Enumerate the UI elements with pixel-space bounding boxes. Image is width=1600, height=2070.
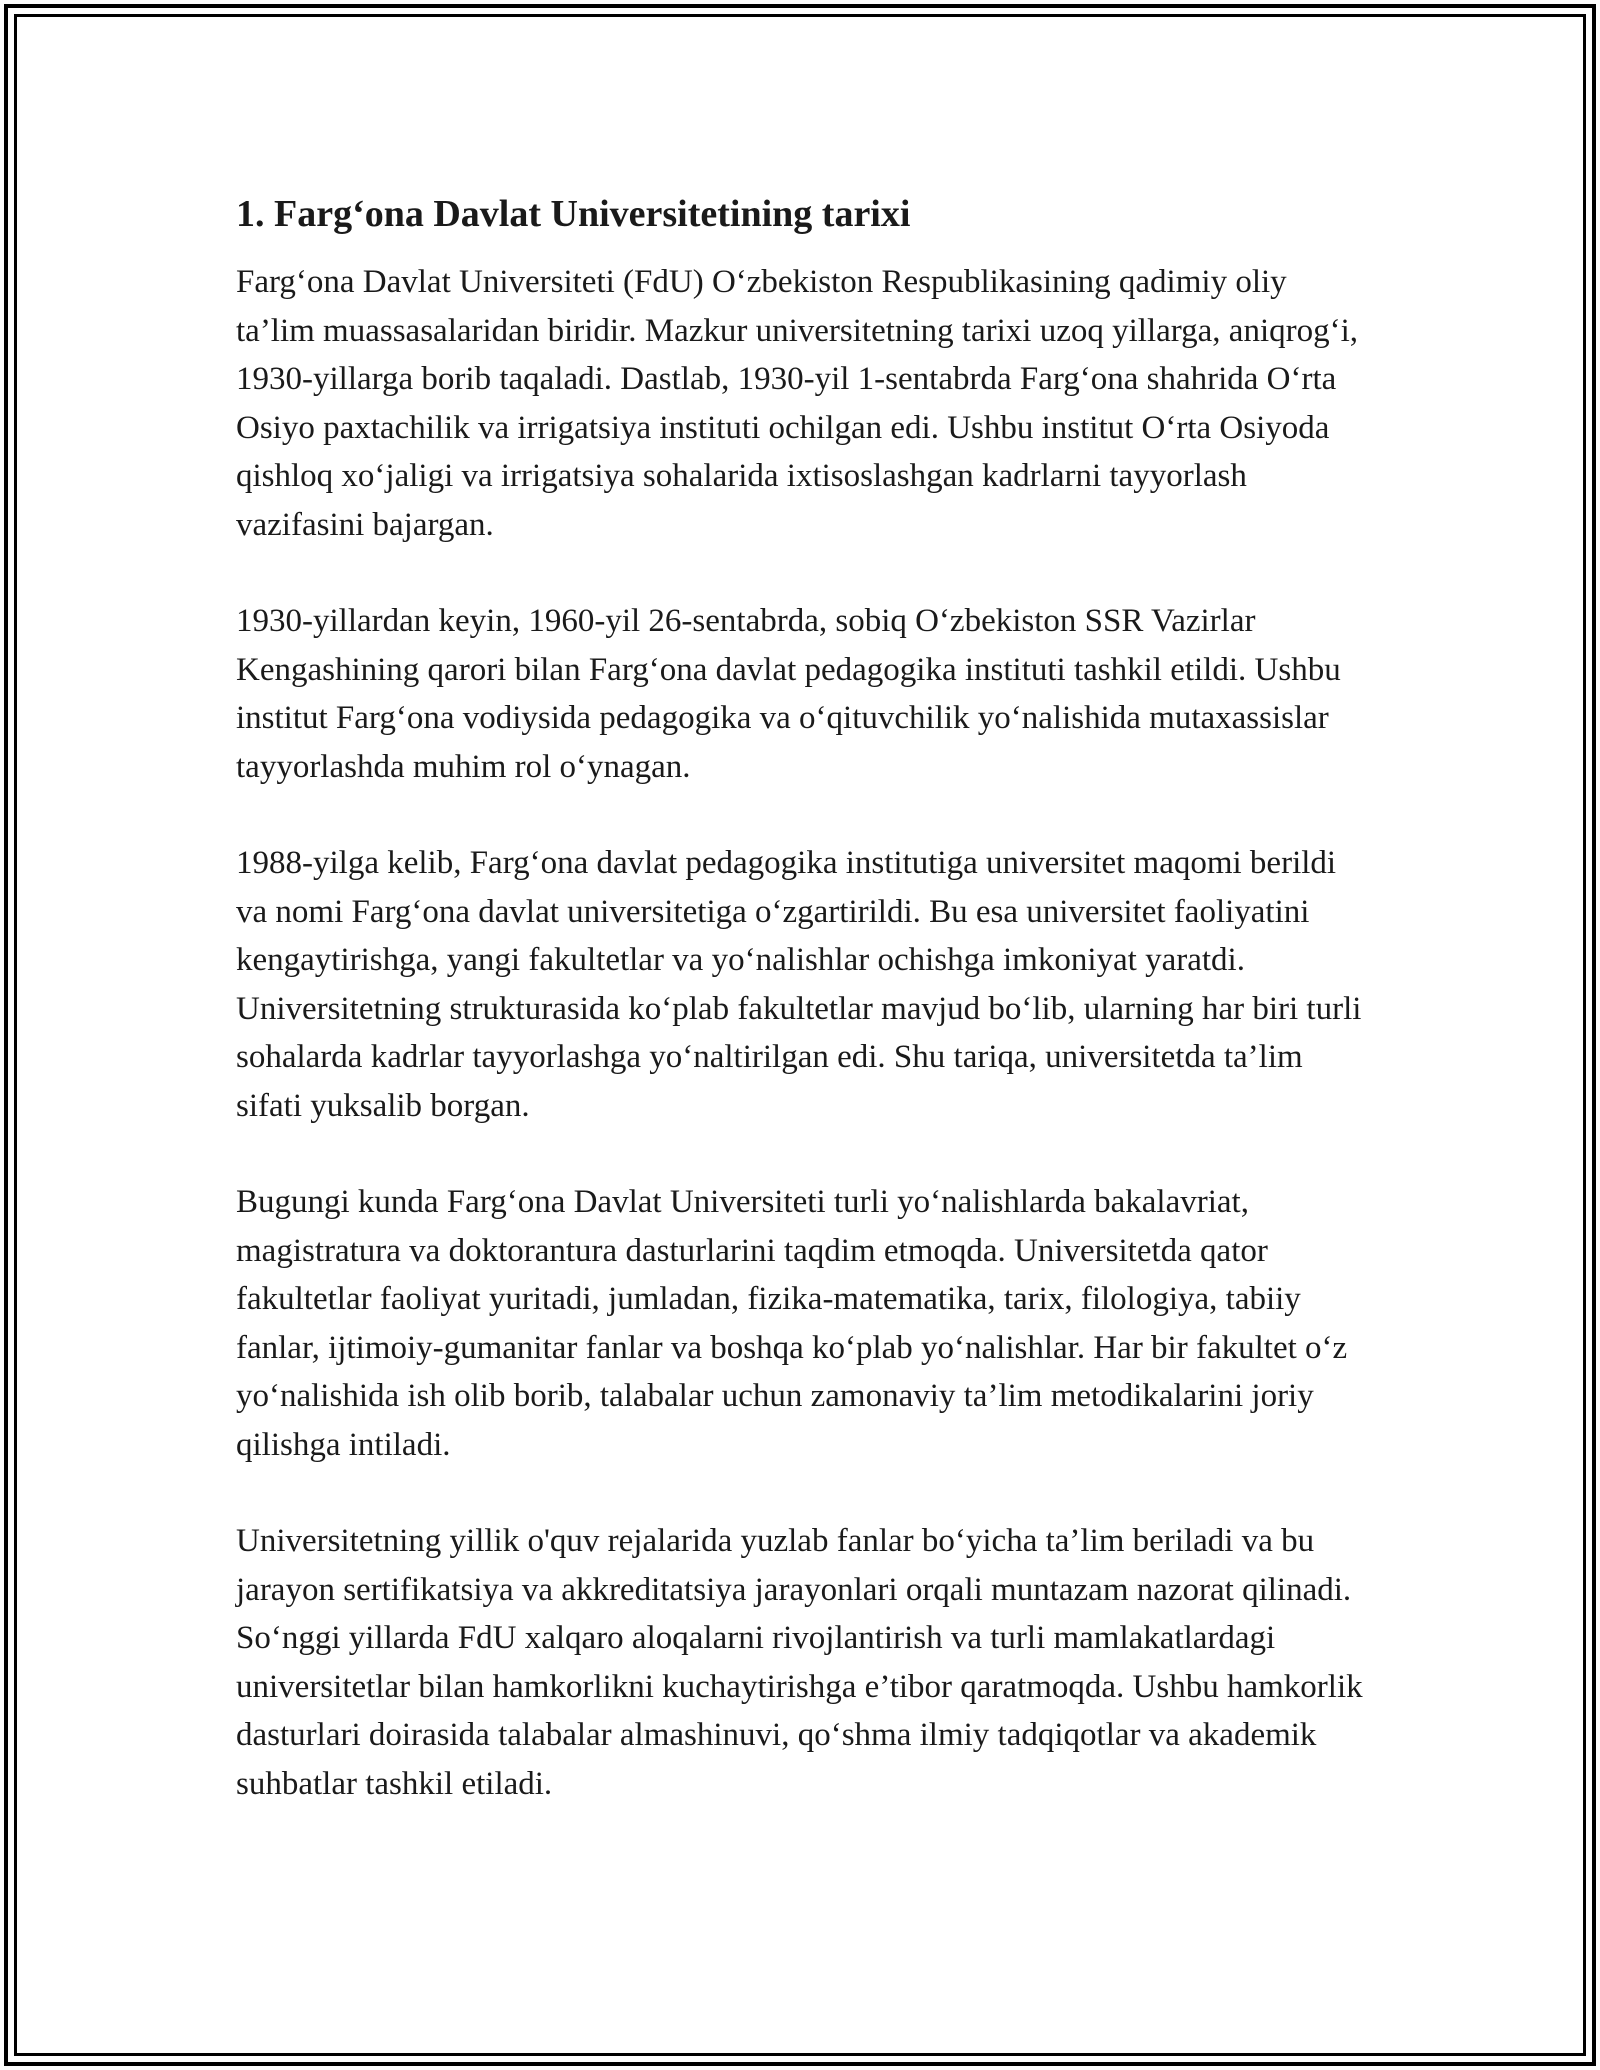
paragraph-pedagogical-institute: 1930-yillardan keyin, 1960-yil 26-sentabrda, sobiq O‘zbekiston SSR Vazirlar Kengashining qarori bilan Farg‘ona davlat pedagogika instituti tashkil etildi. Ushbu institut Farg‘ona vodiysida pedagogika va o‘qituvchilik yo‘nalishida mutaxassislar tayyorlashda muhim rol o‘ynagan. xyxy=(236,603,1341,785)
paragraph-university-status: 1988-yilga kelib, Farg‘ona davlat pedagogika institutiga universitet maqomi berildi va nomi Farg‘ona davlat universitetiga o‘zgartirildi. Bu esa universitet faoliyatini kengaytirishga, yangi fakultetlar va yo‘nalishlar ochishga imkoniyat yaratdi. Universitetning strukturasida ko‘plab fakultetlar mavjud bo‘lib, ularning har biri turli sohalarda kadrlar tayyorlashga yo‘naltirilgan edi. Shu tariqa, universitetda ta’lim sifati yuksalib borgan. xyxy=(236,845,1362,1124)
section-heading: 1. Farg‘ona Davlat Universitetining tarixi xyxy=(236,193,911,235)
document-body xyxy=(236,190,1366,1856)
paragraph-current-programs: Bugungi kunda Farg‘ona Davlat Universiteti turli yo‘nalishlarda bakalavriat, magistratura va doktorantura dasturlarini taqdim etmoqda. Universitetda qator fakultetlar faoliyat yuritadi, jumladan, fizika-matematika, tarix, filologiya, tabiiy fanlar, ijtimoiy-gumanitar fanlar va boshqa ko‘plab yo‘nalishlar. Har bir fakultet o‘z yo‘nalishida ish olib borib, talabalar uchun zamonaviy ta’lim metodikalarini joriy qilishga intiladi. xyxy=(236,1184,1348,1463)
paragraph-history-origin: Farg‘ona Davlat Universiteti (FdU) O‘zbekiston Respublikasining qadimiy oliy ta’lim muassasalaridan biridir. Mazkur universitetning tarixi uzoq yillarga, aniqrog‘i, 1930-yillarga borib taqaladi. Dastlab, 1930-yil 1-sentabrda Farg‘ona shahrida O‘rta Osiyo paxtachilik va irrigatsiya instituti ochilgan edi. Ushbu institut O‘rta Osiyoda qishloq xo‘jaligi va irrigatsiya sohalarida ixtisoslashgan kadrlarni tayyorlash vazifasini bajargan. xyxy=(236,264,1359,543)
paragraph-international-cooperation: Universitetning yillik o'quv rejalarida yuzlab fanlar bo‘yicha ta’lim beriladi va bu jarayon sertifikatsiya va akkreditatsiya jarayonlari orqali muntazam nazorat qilinadi. So‘nggi yillarda FdU xalqaro aloqalarni rivojlantirish va turli mamlakatlardagi universitetlar bilan hamkorlikni kuchaytirishga e’tibor qaratmoqda. Ushbu hamkorlik dasturlari doirasida talabalar almashinuvi, qo‘shma ilmiy tadqiqotlar va akademik suhbatlar tashkil etiladi. xyxy=(236,1523,1363,1802)
